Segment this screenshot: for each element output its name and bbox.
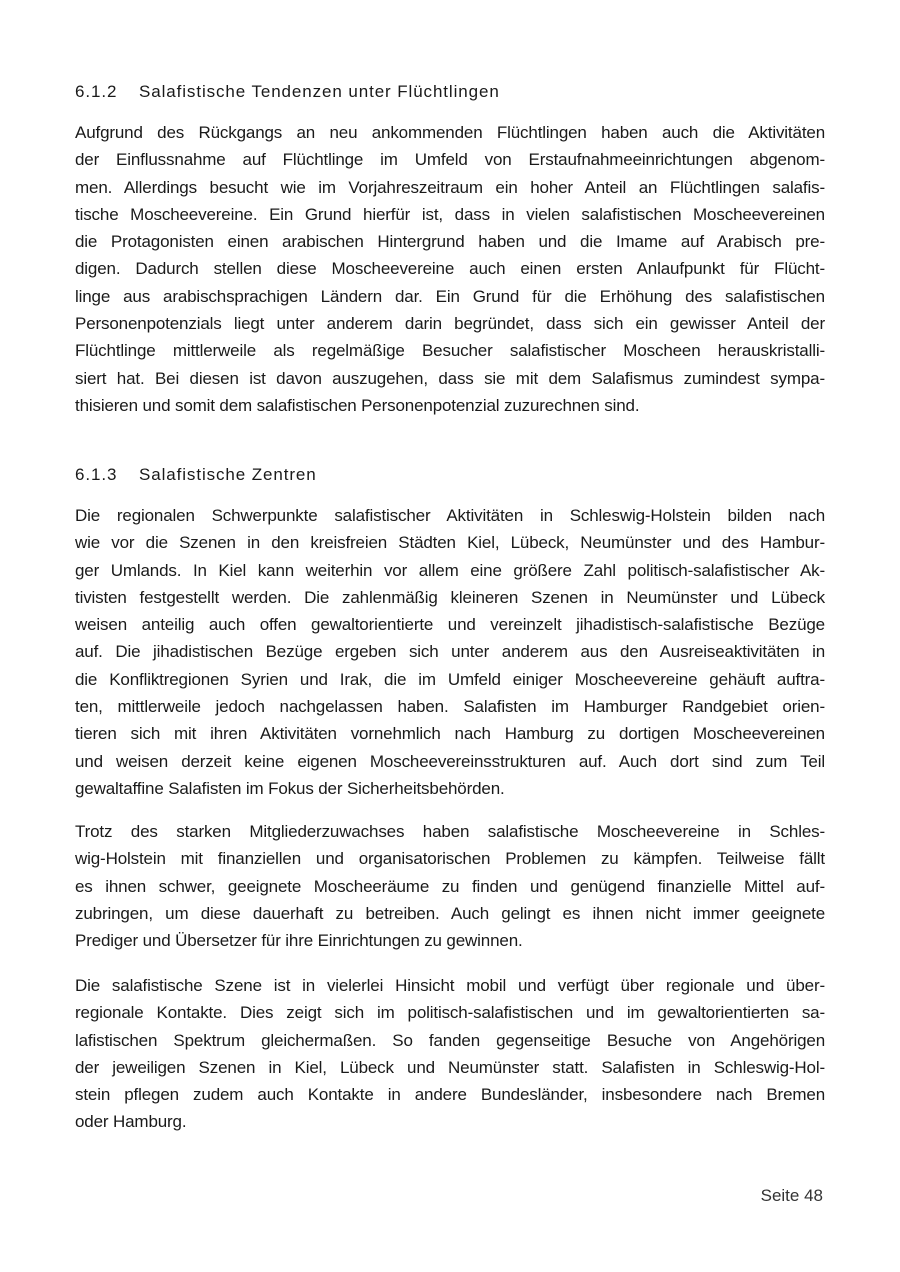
text-line: ger Umlands. In Kiel kann weiterhin vor allem eine größere Zahl politisch-salafistischer Ak- (75, 560, 825, 580)
text-line: thisieren und somit dem salafistischen Personenpotenzial zuzurechnen sind. (75, 395, 640, 415)
text-line: tieren sich mit ihren Aktivitäten vornehmlich nach Hamburg zu dortigen Moscheevereinen (75, 724, 825, 744)
text-line: siert hat. Bei diesen ist davon auszugehen, dass sie mit dem Salafismus zumindest sympa- (75, 368, 825, 388)
text-line: lafistischen Spektrum gleichermaßen. So fanden gegenseitige Besuche von Angehörigen (75, 1030, 825, 1050)
section-heading-6-1-3 (75, 465, 317, 485)
text-line: stein pflegen zudem auch Kontakte in andere Bundesländer, insbesondere nach Bremen (75, 1085, 825, 1105)
text-line: tische Moscheevereine. Ein Grund hierfür ist, dass in vielen salafistischen Moscheevereinen (75, 204, 825, 224)
text-line: der Einflussnahme auf Flüchtlinge im Umfeld von Erstaufnahmeeinrichtungen abgenom- (75, 150, 825, 170)
paragraph-mobility (75, 972, 825, 1136)
document-page (75, 0, 825, 1272)
text-line: linge aus arabischsprachigen Ländern dar. Ein Grund für die Erhöhung des salafistischen (75, 286, 825, 306)
text-line: Die regionalen Schwerpunkte salafistischer Aktivitäten in Schleswig-Holstein bilden nach (75, 506, 825, 525)
section-title: Salafistische Zentren (139, 465, 317, 484)
text-line: Flüchtlinge mittlerweile als regelmäßige Besucher salafistischer Moscheen herauskristalli- (75, 341, 825, 361)
text-line: Prediger und Übersetzer für ihre Einrichtungen zu gewinnen. (75, 931, 523, 951)
text-line: zubringen, um diese dauerhaft zu betreiben. Auch gelingt es ihnen nicht immer geeignete (75, 903, 825, 923)
paragraph-refugees (75, 119, 825, 419)
text-line: wie vor die Szenen in den kreisfreien Städten Kiel, Lübeck, Neumünster und des Hambur- (75, 533, 825, 553)
section-heading-6-1-2 (75, 82, 500, 102)
text-line: es ihnen schwer, geeignete Moscheeräume zu finden und genügend finanzielle Mittel auf- (75, 876, 825, 896)
text-line: regionale Kontakte. Dies zeigt sich im politisch-salafistischen und im gewaltorientierten sa- (75, 1003, 825, 1023)
paragraph-financial-problems (75, 818, 825, 954)
text-line: tivisten festgestellt werden. Die zahlenmäßig kleineren Szenen in Neumünster und Lübeck (75, 587, 825, 607)
text-line: Die salafistische Szene ist in vielerlei Hinsicht mobil und verfügt über regionale und über- (75, 976, 825, 995)
section-number: 6.1.2 (75, 82, 118, 101)
text-line: und weisen derzeit keine eigenen Moscheevereinsstrukturen auf. Auch dort sind zum Teil (75, 751, 825, 771)
text-line: Aufgrund des Rückgangs an neu ankommenden Flüchtlingen haben auch die Aktivitäten (75, 123, 825, 142)
text-line: die Konfliktregionen Syrien und Irak, die im Umfeld einiger Moscheevereine gehäuft auftra- (75, 669, 825, 689)
page-number: Seite 48 (760, 1186, 823, 1205)
text-line: ten, mittlerweile jedoch nachgelassen haben. Salafisten im Hamburger Randgebiet orien- (75, 697, 825, 717)
section-title: Salafistische Tendenzen unter Flüchtlingen (139, 82, 500, 101)
text-line: Trotz des starken Mitgliederzuwachses haben salafistische Moscheevereine in Schles- (75, 822, 825, 841)
text-line: oder Hamburg. (75, 1112, 187, 1132)
text-line: weisen anteilig auch offen gewaltorientierte und vereinzelt jihadistisch-salafistische Bezüge (75, 615, 825, 635)
text-line: Personenpotenzials liegt unter anderem darin begründet, dass sich ein gewisser Anteil der (75, 314, 825, 334)
text-line: men. Allerdings besucht wie im Vorjahreszeitraum ein hoher Anteil an Flüchtlingen salafis- (75, 177, 825, 197)
text-line: die Protagonisten einen arabischen Hintergrund haben und die Imame auf Arabisch pre- (75, 232, 825, 252)
section-number: 6.1.3 (75, 465, 118, 484)
text-line: digen. Dadurch stellen diese Moscheevereine auch einen ersten Anlaufpunkt für Flücht- (75, 259, 825, 279)
paragraph-regional-focus (75, 502, 825, 802)
text-line: auf. Die jihadistischen Bezüge ergeben sich unter anderem aus den Ausreiseaktivitäten in (75, 642, 825, 662)
text-line: der jeweiligen Szenen in Kiel, Lübeck und Neumünster statt. Salafisten in Schleswig-Hol- (75, 1057, 825, 1077)
text-line: wig-Holstein mit finanziellen und organisatorischen Problemen zu kämpfen. Teilweise fällt (75, 849, 825, 869)
text-line: gewaltaffine Salafisten im Fokus der Sicherheitsbehörden. (75, 778, 505, 798)
